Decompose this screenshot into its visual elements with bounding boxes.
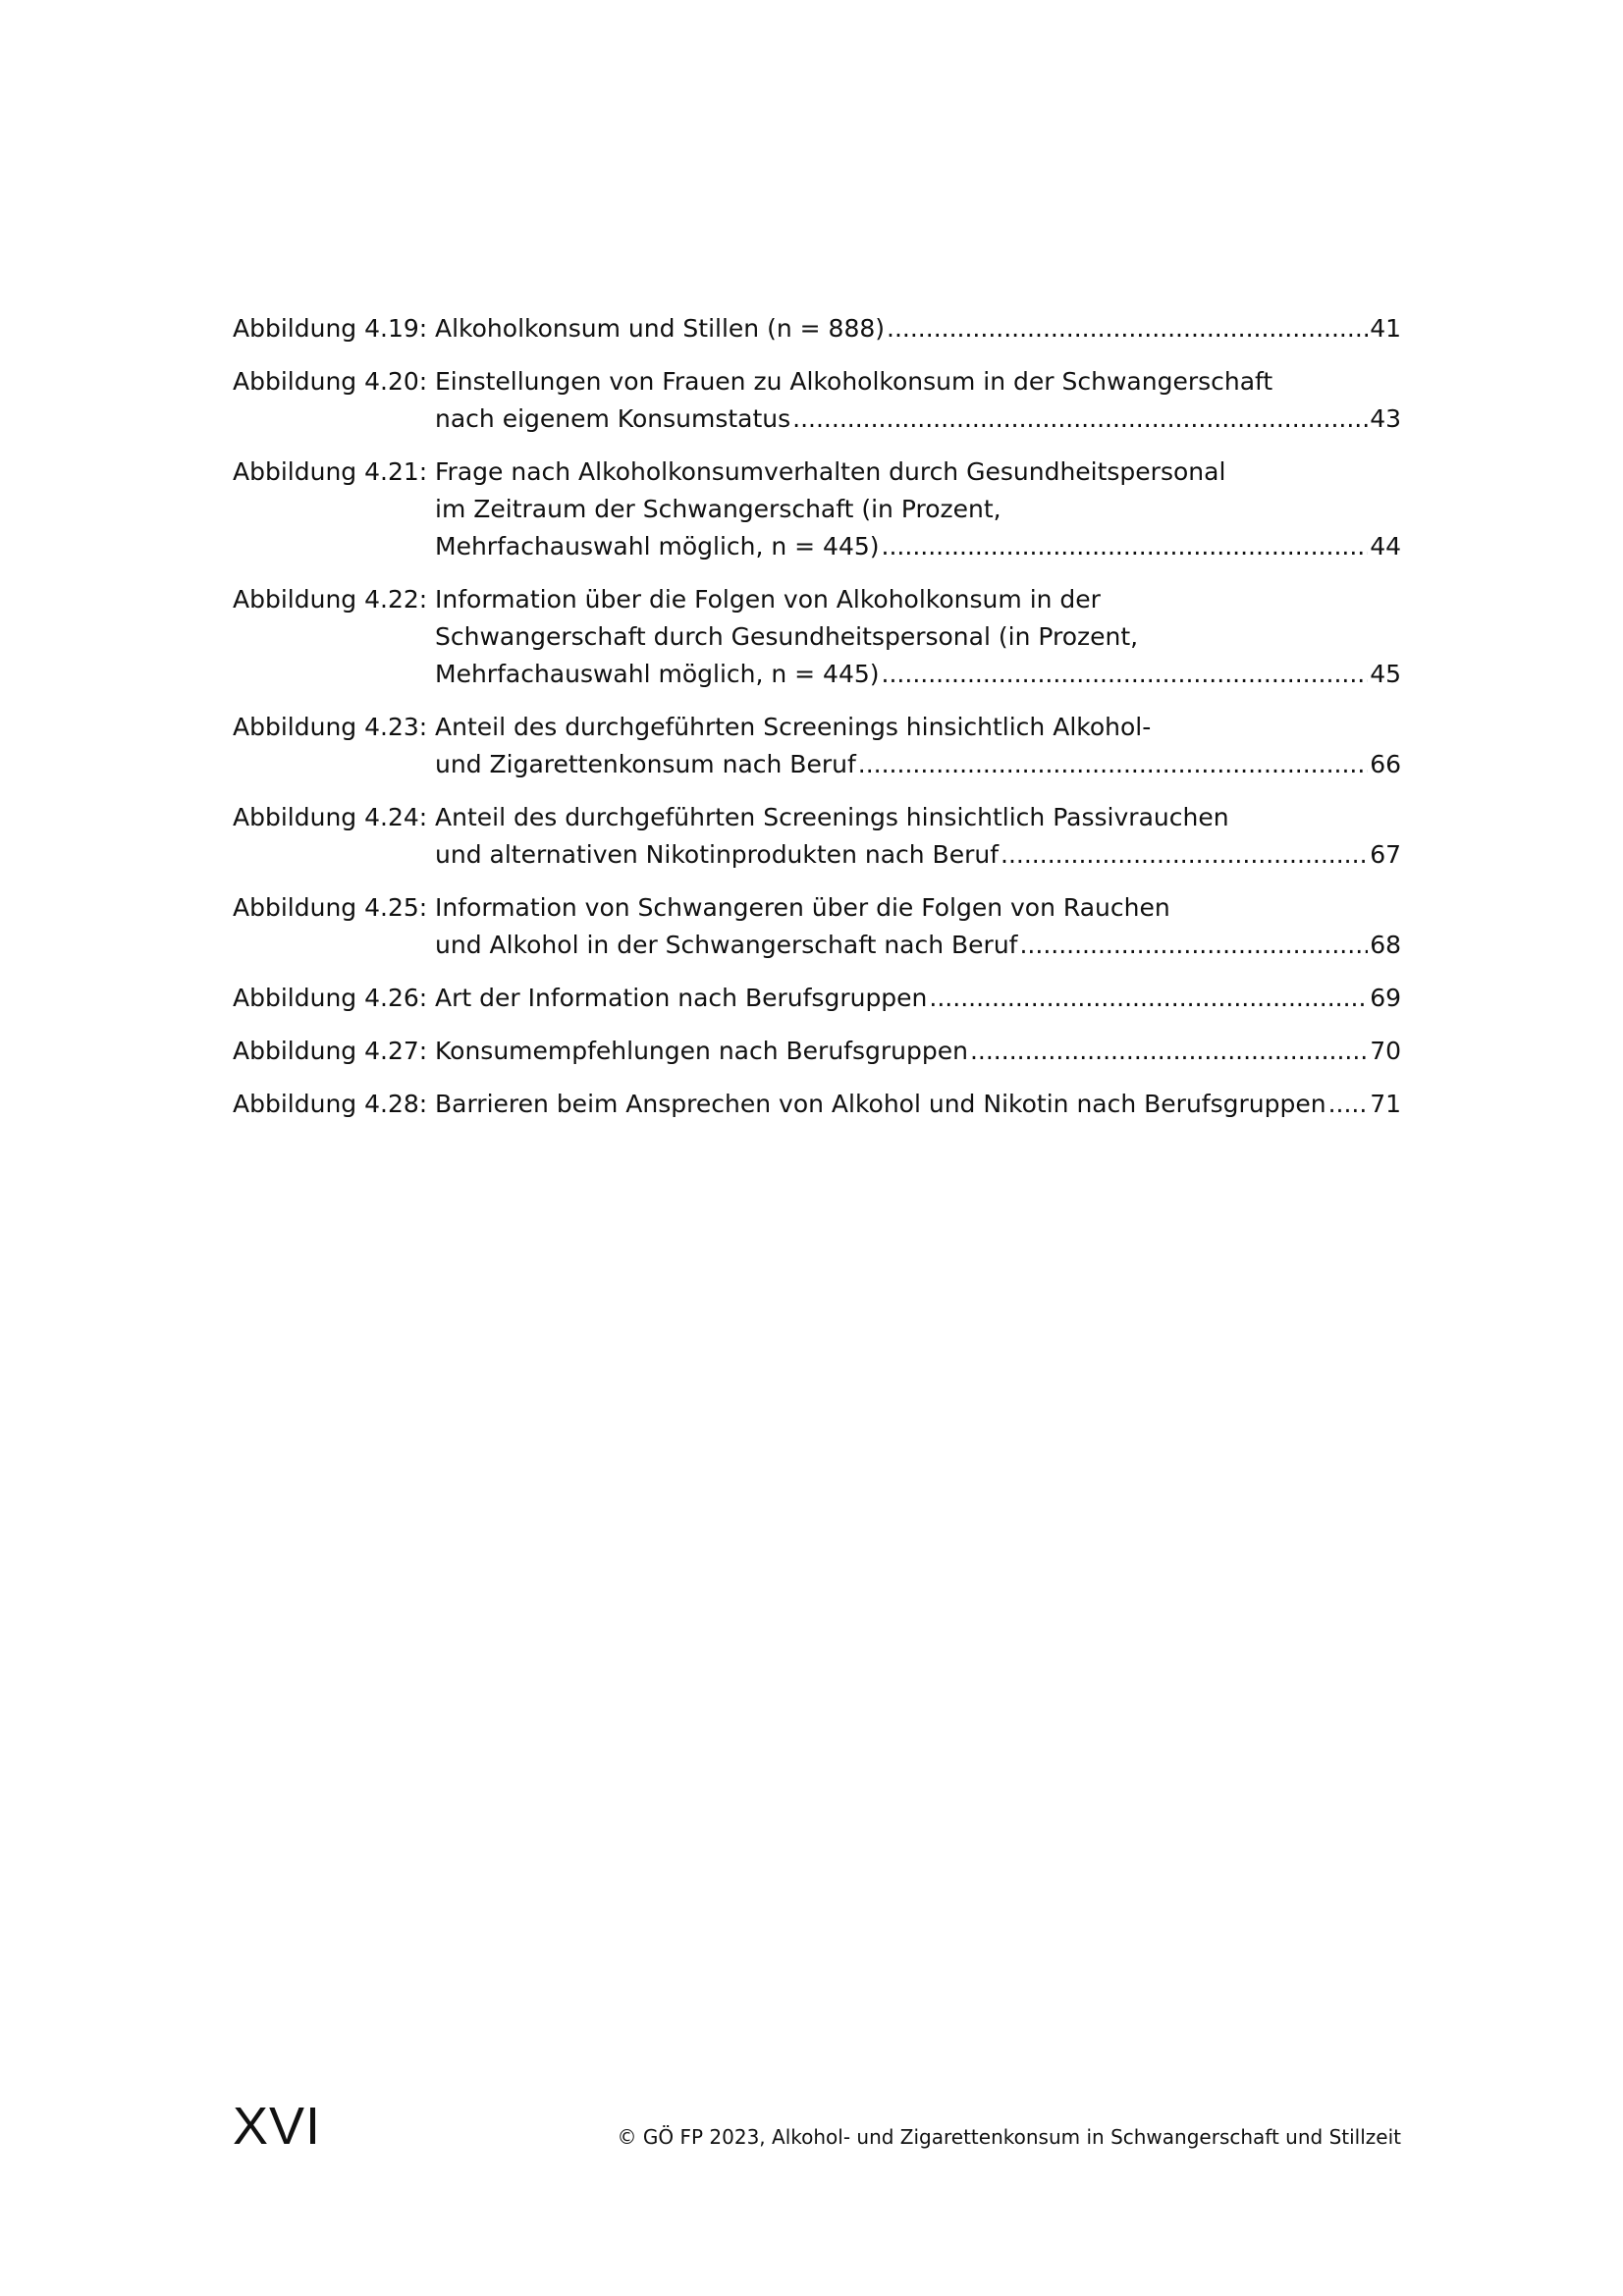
dot-leader bbox=[1001, 836, 1368, 874]
figure-title-line: Anteil des durchgeführten Screenings hinsichtlich Alkohol- bbox=[435, 713, 1152, 741]
figure-title-line: Frage nach Alkoholkonsumverhalten durch Gesundheitspersonal bbox=[435, 457, 1226, 486]
figure-number: Abbildung 4.21: bbox=[233, 457, 428, 486]
toc-entry-body bbox=[435, 581, 1401, 693]
toc-last-line bbox=[435, 400, 1401, 438]
figure-number: Abbildung 4.20: bbox=[233, 367, 428, 396]
toc-last-line bbox=[435, 746, 1401, 783]
figure-title-line: Schwangerschaft durch Gesundheitspersonal (in Prozent, bbox=[435, 622, 1139, 651]
figure-title: und Zigarettenkonsum nach Beruf bbox=[435, 750, 856, 778]
dot-leader bbox=[882, 656, 1369, 693]
toc-entry-body bbox=[435, 889, 1401, 964]
page-reference[interactable]: 69 bbox=[1370, 984, 1401, 1012]
figure-number: Abbildung 4.24: bbox=[233, 803, 428, 831]
page-reference[interactable]: 43 bbox=[1370, 404, 1401, 433]
dot-leader bbox=[929, 980, 1368, 1017]
footer-copyright: © GÖ FP 2023, Alkohol- und Zigarettenkonsum in Schwangerschaft und Stillzeit bbox=[617, 2125, 1401, 2149]
toc-entry[interactable] bbox=[233, 889, 1401, 964]
page-number: XVI bbox=[233, 2097, 322, 2156]
figure-title: nach eigenem Konsumstatus bbox=[435, 404, 791, 433]
toc-last-line bbox=[435, 980, 1401, 1017]
page-reference[interactable]: 66 bbox=[1370, 750, 1401, 778]
page-reference[interactable]: 71 bbox=[1370, 1090, 1401, 1118]
figure-title-line: Information von Schwangeren über die Folgen von Rauchen bbox=[435, 893, 1170, 922]
dot-leader bbox=[970, 1033, 1368, 1070]
figure-title-line: Anteil des durchgeführten Screenings hinsichtlich Passivrauchen bbox=[435, 803, 1229, 831]
dot-leader bbox=[887, 310, 1368, 347]
figure-title: Barrieren beim Ansprechen von Alkohol und Nikotin nach Berufsgruppen bbox=[435, 1090, 1326, 1118]
dot-leader bbox=[858, 746, 1368, 783]
toc-last-line bbox=[435, 927, 1401, 964]
figure-title: Mehrfachauswahl möglich, n = 445) bbox=[435, 532, 880, 561]
figure-number: Abbildung 4.19: bbox=[233, 314, 428, 343]
toc-entry[interactable] bbox=[233, 454, 1401, 565]
page-reference[interactable]: 70 bbox=[1370, 1037, 1401, 1065]
toc-entry[interactable] bbox=[233, 310, 1401, 347]
toc-entry-body bbox=[435, 310, 1401, 347]
figure-number: Abbildung 4.28: bbox=[233, 1090, 428, 1118]
figure-number: Abbildung 4.26: bbox=[233, 984, 428, 1012]
figure-title-line: Information über die Folgen von Alkoholkonsum in der bbox=[435, 585, 1101, 614]
toc-entry-body bbox=[435, 799, 1401, 874]
toc-last-line bbox=[435, 528, 1401, 565]
toc-entry[interactable] bbox=[233, 980, 1401, 1017]
toc-entry[interactable] bbox=[233, 1033, 1401, 1070]
figure-number: Abbildung 4.27: bbox=[233, 1037, 428, 1065]
dot-leader bbox=[1019, 927, 1368, 964]
page-reference[interactable]: 45 bbox=[1370, 660, 1401, 688]
dot-leader bbox=[792, 400, 1368, 438]
dot-leader bbox=[882, 528, 1369, 565]
list-of-figures bbox=[233, 310, 1401, 1139]
toc-entry[interactable] bbox=[233, 799, 1401, 874]
toc-entry-body bbox=[435, 709, 1401, 783]
toc-last-line bbox=[435, 836, 1401, 874]
toc-entry-body bbox=[435, 363, 1401, 438]
page-reference[interactable]: 41 bbox=[1370, 314, 1401, 343]
figure-title: und alternativen Nikotinprodukten nach Beruf bbox=[435, 840, 1000, 869]
toc-entry[interactable] bbox=[233, 709, 1401, 783]
figure-title: und Alkohol in der Schwangerschaft nach Beruf bbox=[435, 931, 1018, 959]
figure-title-line: Einstellungen von Frauen zu Alkoholkonsum in der Schwangerschaft bbox=[435, 367, 1273, 396]
toc-last-line bbox=[435, 310, 1401, 347]
page-reference[interactable]: 44 bbox=[1370, 532, 1401, 561]
toc-entry-body bbox=[435, 454, 1401, 565]
toc-entry[interactable] bbox=[233, 1086, 1401, 1123]
toc-entry[interactable] bbox=[233, 581, 1401, 693]
dot-leader bbox=[1328, 1086, 1369, 1123]
toc-entry-body bbox=[435, 1033, 1401, 1070]
toc-entry[interactable] bbox=[233, 363, 1401, 438]
figure-title: Alkoholkonsum und Stillen (n = 888) bbox=[435, 314, 886, 343]
figure-title-line: im Zeitraum der Schwangerschaft (in Prozent, bbox=[435, 495, 1001, 523]
toc-last-line bbox=[435, 656, 1401, 693]
figure-title: Mehrfachauswahl möglich, n = 445) bbox=[435, 660, 880, 688]
toc-last-line bbox=[435, 1086, 1401, 1123]
figure-number: Abbildung 4.23: bbox=[233, 713, 428, 741]
figure-number: Abbildung 4.25: bbox=[233, 893, 428, 922]
figure-title: Art der Information nach Berufsgruppen bbox=[435, 984, 928, 1012]
figure-title: Konsumempfehlungen nach Berufsgruppen bbox=[435, 1037, 968, 1065]
page-reference[interactable]: 67 bbox=[1370, 840, 1401, 869]
figure-number: Abbildung 4.22: bbox=[233, 585, 428, 614]
toc-last-line bbox=[435, 1033, 1401, 1070]
toc-entry-body bbox=[435, 980, 1401, 1017]
toc-entry-body bbox=[435, 1086, 1401, 1123]
page-reference[interactable]: 68 bbox=[1370, 931, 1401, 959]
